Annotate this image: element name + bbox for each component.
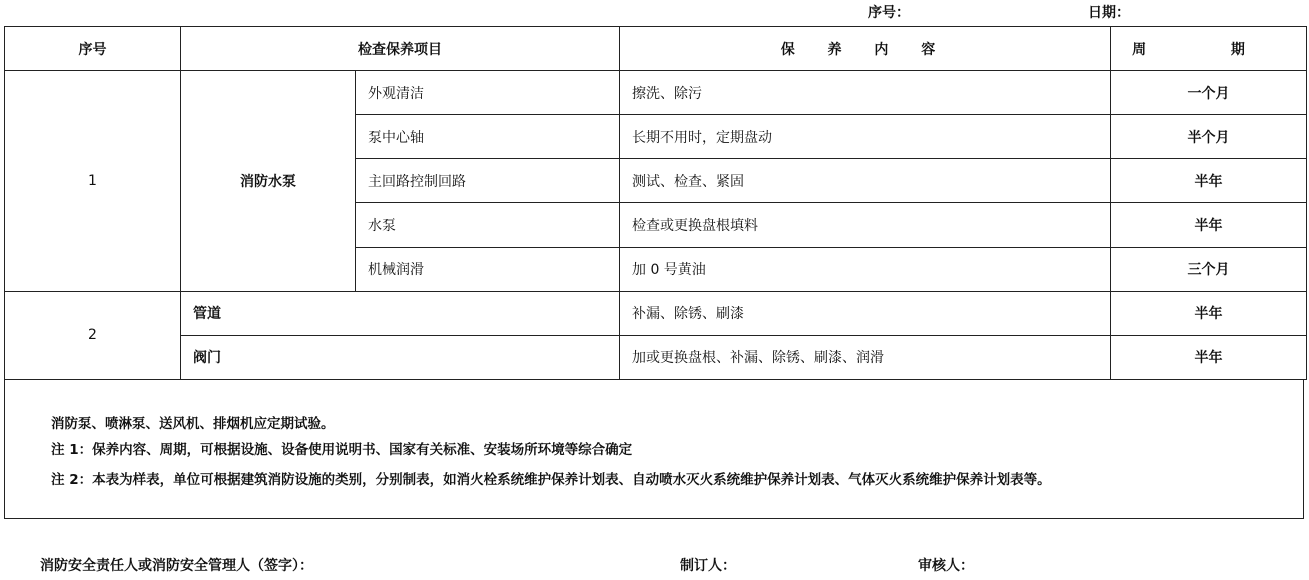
table-header-row — [5, 27, 1307, 71]
responsible-person-signature-label: 消防安全责任人或消防安全管理人（签字）： — [40, 558, 313, 574]
group1-index: 1 — [5, 71, 181, 292]
table-row — [5, 71, 1307, 115]
group2-item: 阀门 — [181, 335, 620, 379]
period: 半年 — [1111, 335, 1307, 379]
notes-box — [4, 380, 1304, 519]
period: 半个月 — [1111, 115, 1307, 159]
note-line-2: 注 1：保养内容、周期，可根据设施、设备使用说明书、国家有关标准、安装场所环境等综合确定 — [51, 442, 633, 458]
period: 半年 — [1111, 159, 1307, 203]
group2-index: 2 — [5, 291, 181, 379]
content: 补漏、除锈、刷漆 — [620, 291, 1111, 335]
sub-item: 机械润滑 — [356, 247, 620, 291]
sub-item: 主回路控制回路 — [356, 159, 620, 203]
table-row — [5, 335, 1307, 379]
table-row — [5, 291, 1307, 335]
sub-item: 外观清洁 — [356, 71, 620, 115]
content: 擦洗、除污 — [620, 71, 1111, 115]
content: 加或更换盘根、补漏、除锈、刷漆、润滑 — [620, 335, 1111, 379]
column-header-content: 保 养 内 容 — [620, 27, 1111, 71]
serial-number-label: 序号： — [868, 5, 910, 21]
content: 加 0 号黄油 — [620, 247, 1111, 291]
period: 一个月 — [1111, 71, 1307, 115]
column-header-period: 周 期 — [1111, 27, 1307, 71]
drafter-label: 制订人： — [680, 558, 736, 574]
content: 长期不用时，定期盘动 — [620, 115, 1111, 159]
content: 检查或更换盘根填料 — [620, 203, 1111, 247]
column-header-index: 序号 — [5, 27, 181, 71]
reviewer-label: 审核人： — [918, 558, 974, 574]
sub-item: 水泵 — [356, 203, 620, 247]
period: 半年 — [1111, 203, 1307, 247]
group2-item: 管道 — [181, 291, 620, 335]
group1-item: 消防水泵 — [181, 71, 356, 292]
period: 半年 — [1111, 291, 1307, 335]
date-label: 日期： — [1088, 5, 1130, 21]
content: 测试、检查、紧固 — [620, 159, 1111, 203]
maintenance-plan-table — [4, 26, 1307, 380]
note-line-3: 注 2：本表为样表，单位可根据建筑消防设施的类别，分别制表，如消火栓系统维护保养计划表、自动喷水灭火系统维护保养计划表、气体灭火系统维护保养计划表等。 — [51, 472, 1051, 488]
sub-item: 泵中心轴 — [356, 115, 620, 159]
period: 三个月 — [1111, 247, 1307, 291]
column-header-item: 检查保养项目 — [181, 27, 620, 71]
note-line-1: 消防泵、喷淋泵、送风机、排烟机应定期试验。 — [51, 416, 335, 432]
